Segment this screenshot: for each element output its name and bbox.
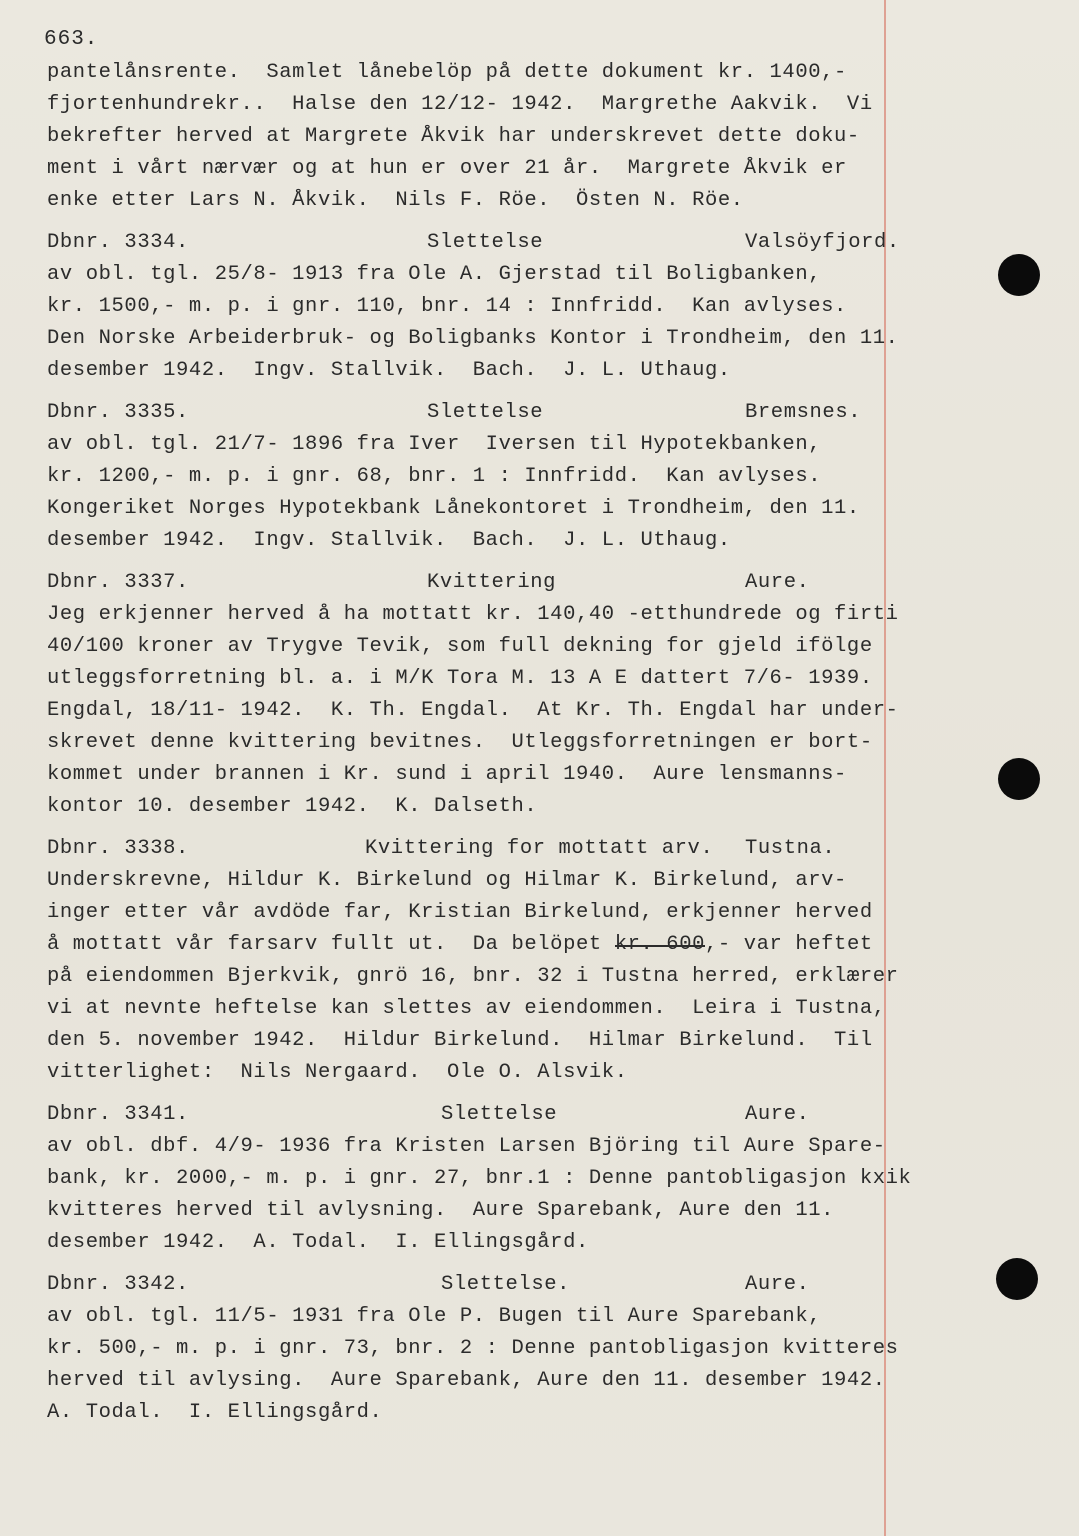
entry-number: Dbnr. 3337. <box>47 571 189 594</box>
entry-place: Aure. <box>745 1103 810 1126</box>
text-line: ment i vårt nærvær og at hun er over 21 år. Margrete Åkvik er <box>47 157 847 180</box>
binder-hole <box>996 1258 1038 1300</box>
text-line: bekrefter herved at Margrete Åkvik har underskrevet dette doku- <box>47 125 860 148</box>
text-line: av obl. dbf. 4/9- 1936 fra Kristen Larsen Björing til Aure Spare- <box>47 1135 886 1158</box>
text-line: kommet under brannen i Kr. sund i april 1940. Aure lensmanns- <box>47 763 847 786</box>
entry-place: Aure. <box>745 571 810 594</box>
text-line: av obl. tgl. 11/5- 1931 fra Ole P. Bugen til Aure Sparebank, <box>47 1305 822 1328</box>
entry-type: Slettelse <box>427 231 544 254</box>
text-line: skrevet denne kvittering bevitnes. Utleggsforretningen er bort- <box>47 731 873 754</box>
text-line: 40/100 kroner av Trygve Tevik, som full dekning for gjeld ifölge <box>47 635 873 658</box>
entry-place: Valsöyfjord. <box>745 231 900 254</box>
entry-type: Slettelse. <box>441 1273 571 1296</box>
text-line: kvitteres herved til avlysning. Aure Sparebank, Aure den 11. <box>47 1199 835 1222</box>
entry-place: Bremsnes. <box>745 401 862 424</box>
text-line: Den Norske Arbeiderbruk- og Boligbanks Kontor i Trondheim, den 11. <box>47 327 899 350</box>
text-line: desember 1942. A. Todal. I. Ellingsgård. <box>47 1231 589 1254</box>
entry-type: Slettelse <box>427 401 544 424</box>
entry-number: Dbnr. 3342. <box>47 1273 189 1296</box>
text-line: Underskrevne, Hildur K. Birkelund og Hilmar K. Birkelund, arv- <box>47 869 847 892</box>
entry-number: Dbnr. 3334. <box>47 231 189 254</box>
text-segment: ,- var heftet <box>705 933 873 956</box>
entry-number: Dbnr. 3335. <box>47 401 189 424</box>
text-line: fjortenhundrekr.. Halse den 12/12- 1942. Margrethe Aakvik. Vi <box>47 93 873 116</box>
text-line: vitterlighet: Nils Nergaard. Ole O. Alsvik. <box>47 1061 628 1084</box>
entry-place: Tustna. <box>745 837 836 860</box>
text-line: kr. 1200,- m. p. i gnr. 68, bnr. 1 : Innfridd. Kan avlyses. <box>47 465 822 488</box>
text-line: Engdal, 18/11- 1942. K. Th. Engdal. At Kr. Th. Engdal har under- <box>47 699 899 722</box>
text-line: pantelånsrente. Samlet lånebelöp på dette dokument kr. 1400,- <box>47 61 847 84</box>
text-line: kontor 10. desember 1942. K. Dalseth. <box>47 795 538 818</box>
text-line: desember 1942. Ingv. Stallvik. Bach. J. L. Uthaug. <box>47 529 731 552</box>
text-line: enke etter Lars N. Åkvik. Nils F. Röe. Östen N. Röe. <box>47 189 744 212</box>
entry-type: Slettelse <box>441 1103 558 1126</box>
text-line: A. Todal. I. Ellingsgård. <box>47 1401 383 1424</box>
text-line: Jeg erkjenner herved å ha mottatt kr. 140,40 -etthundrede og firti <box>47 603 899 626</box>
text-line: kr. 1500,- m. p. i gnr. 110, bnr. 14 : Innfridd. Kan avlyses. <box>47 295 847 318</box>
entry-number: Dbnr. 3338. <box>47 837 189 860</box>
text-line: herved til avlysing. Aure Sparebank, Aure den 11. desember 1942. <box>47 1369 886 1392</box>
text-line: av obl. tgl. 25/8- 1913 fra Ole A. Gjerstad til Boligbanken, <box>47 263 822 286</box>
binder-hole <box>998 758 1040 800</box>
text-line: kr. 500,- m. p. i gnr. 73, bnr. 2 : Denne pantobligasjon kvitteres <box>47 1337 899 1360</box>
entry-type: Kvittering <box>427 571 557 594</box>
text-line: desember 1942. Ingv. Stallvik. Bach. J. L. Uthaug. <box>47 359 731 382</box>
text-line: på eiendommen Bjerkvik, gnrö 16, bnr. 32 i Tustna herred, erklærer <box>47 965 899 988</box>
text-line: vi at nevnte heftelse kan slettes av eiendommen. Leira i Tustna, <box>47 997 886 1020</box>
text-line: utleggsforretning bl. a. i M/K Tora M. 13 A E dattert 7/6- 1939. <box>47 667 873 690</box>
text-segment: å mottatt vår farsarv fullt ut. Da belöpet <box>47 933 615 956</box>
entry-number: Dbnr. 3341. <box>47 1103 189 1126</box>
text-line: Kongeriket Norges Hypotekbank Lånekontoret i Trondheim, den 11. <box>47 497 860 520</box>
text-line: den 5. november 1942. Hildur Birkelund. Hilmar Birkelund. Til <box>47 1029 873 1052</box>
entry-place: Aure. <box>745 1273 810 1296</box>
text-line: av obl. tgl. 21/7- 1896 fra Iver Iversen til Hypotekbanken, <box>47 433 822 456</box>
entry-type: Kvittering for mottatt arv. <box>365 837 714 860</box>
text-line <box>47 932 873 958</box>
struck-amount: kr. 600 <box>614 933 706 956</box>
text-line: inger etter vår avdöde far, Kristian Birkelund, erkjenner herved <box>47 901 873 924</box>
page-number: 663. <box>44 28 99 51</box>
text-line: bank, kr. 2000,- m. p. i gnr. 27, bnr.1 : Denne pantobligasjon kxik <box>47 1167 912 1190</box>
binder-hole <box>998 254 1040 296</box>
